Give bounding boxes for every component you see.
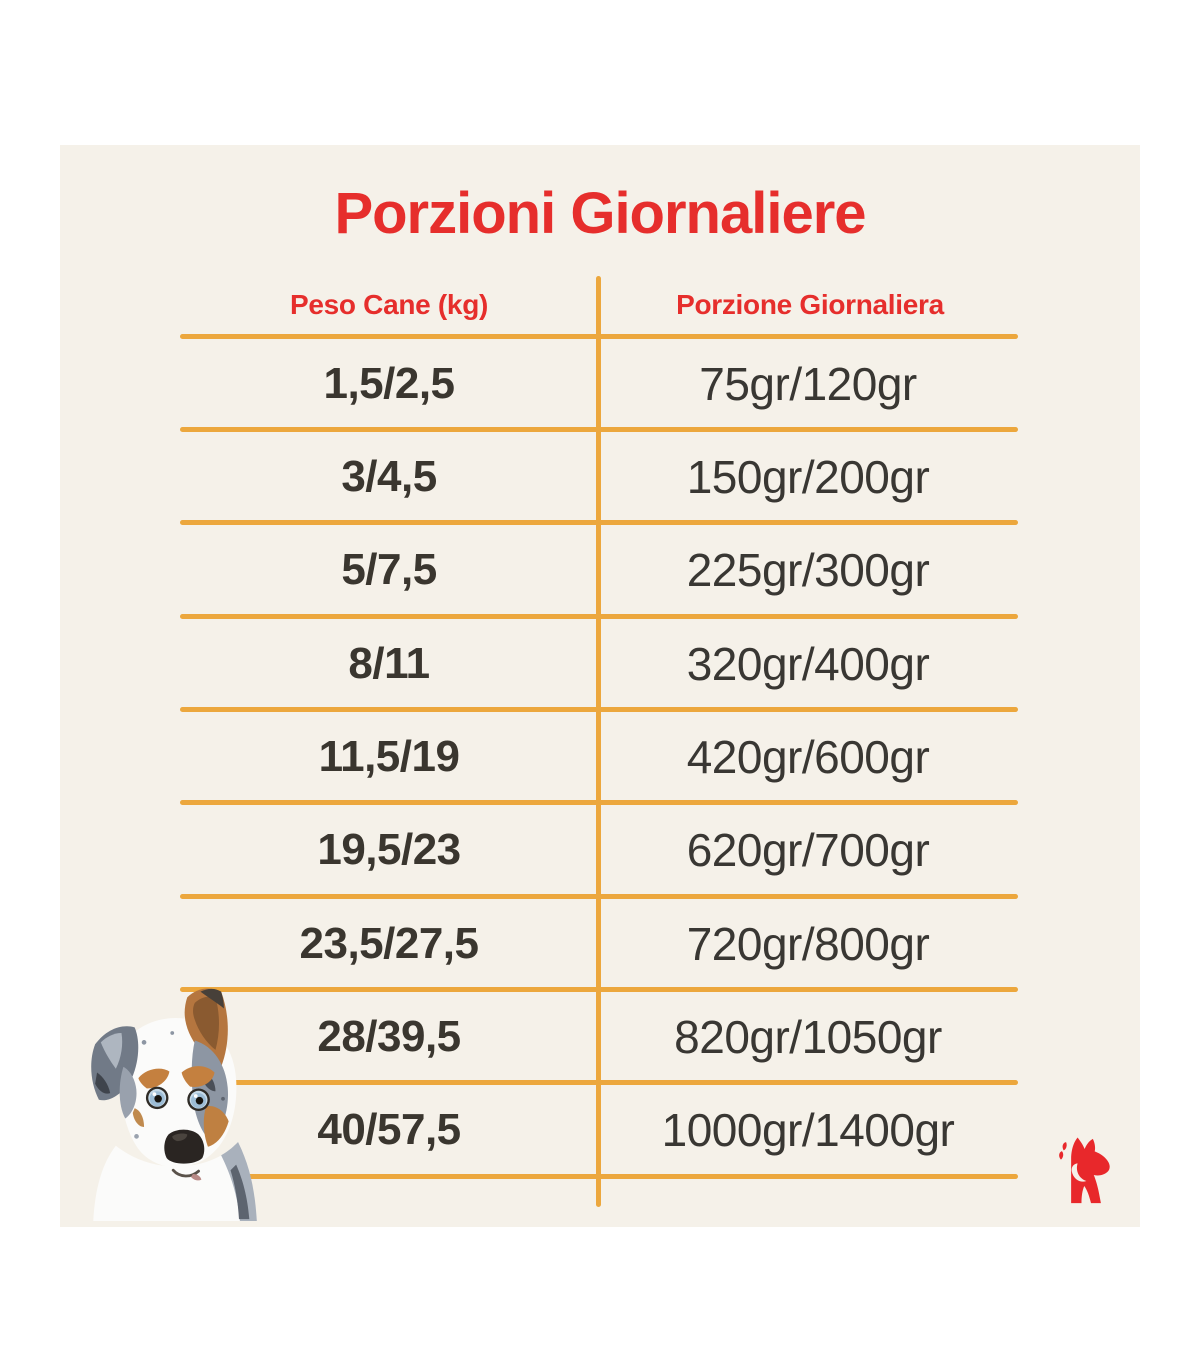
table-row [180, 337, 1018, 430]
peso-cell: 19,5/23 [317, 824, 461, 874]
table-row [180, 803, 1018, 896]
peso-cell: 23,5/27,5 [299, 918, 479, 968]
table-row [180, 1083, 1018, 1176]
table-row [180, 710, 1018, 803]
peso-cell: 3/4,5 [341, 451, 437, 501]
peso-cell: 8/11 [348, 638, 430, 688]
table-row [180, 897, 1018, 990]
australian-shepherd-dog-photo [82, 980, 270, 1227]
column-header-porzione: Porzione Giornaliera [676, 289, 944, 320]
peso-cell: 11,5/19 [318, 731, 460, 781]
peso-cell: 1,5/2,5 [323, 358, 455, 408]
porzione-cell: 420gr/600gr [686, 730, 930, 783]
porzione-cell: 620gr/700gr [686, 823, 930, 876]
peso-cell: 40/57,5 [317, 1104, 461, 1154]
porzione-cell: 150gr/200gr [686, 450, 930, 503]
column-header-peso: Peso Cane (kg) [289, 289, 489, 320]
porzione-cell: 1000gr/1400gr [661, 1103, 955, 1156]
porzione-cell: 320gr/400gr [686, 637, 930, 690]
table-row [180, 617, 1018, 710]
porzione-cell: 75gr/120gr [699, 357, 917, 410]
porzione-cell: 225gr/300gr [686, 543, 930, 596]
porzione-cell: 720gr/800gr [686, 917, 930, 970]
peso-cell: 5/7,5 [341, 544, 437, 594]
table-row [180, 990, 1018, 1083]
table-row [180, 523, 1018, 616]
table-row [180, 430, 1018, 523]
page-title: Porzioni Giornaliere [334, 181, 866, 246]
peso-cell: 28/39,5 [317, 1011, 461, 1061]
portions-card [60, 145, 1140, 1227]
porzione-cell: 820gr/1050gr [674, 1010, 942, 1063]
red-dog-logo [1056, 1131, 1114, 1205]
